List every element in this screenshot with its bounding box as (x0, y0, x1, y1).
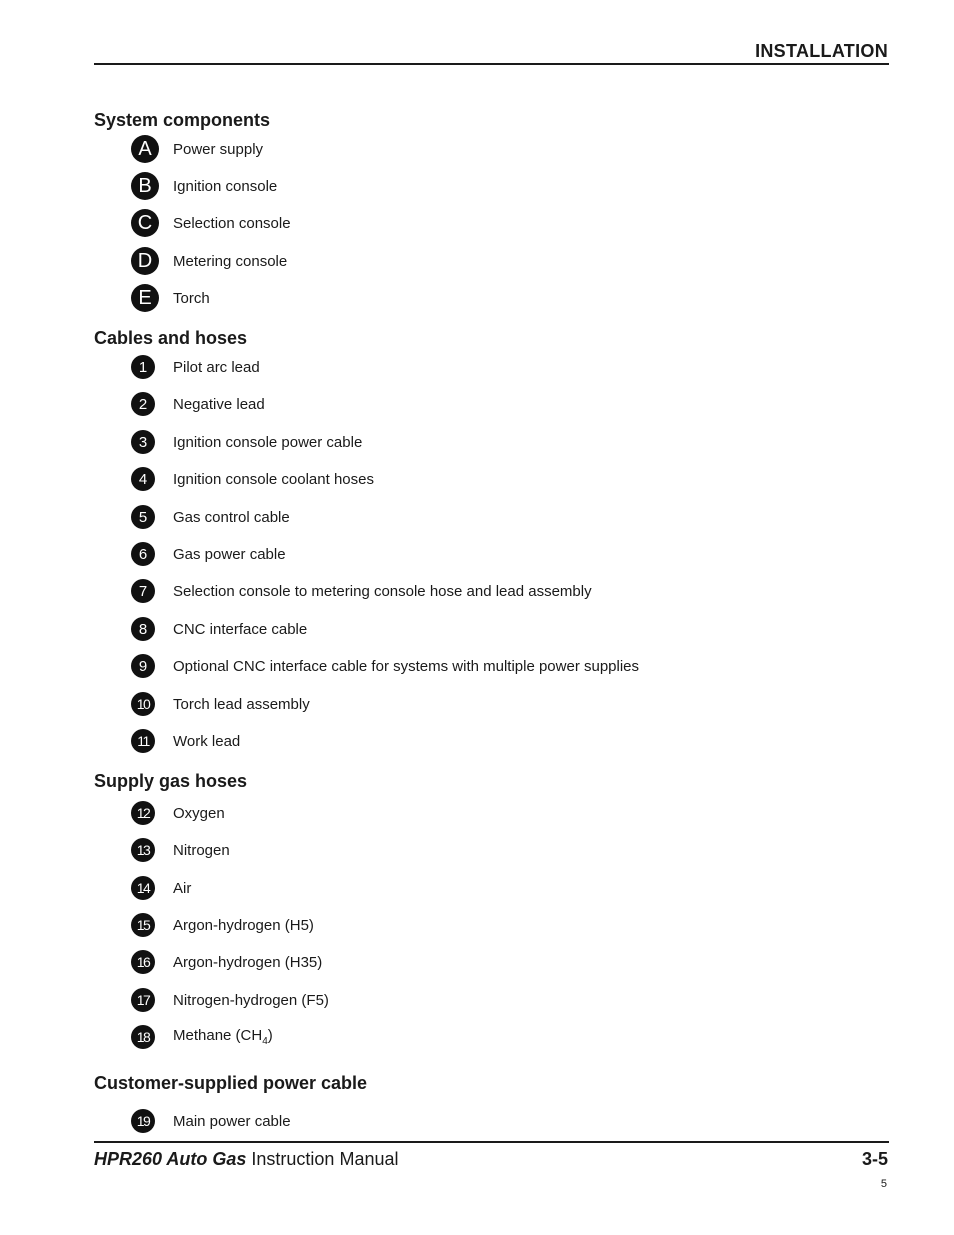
callout-badge-3: 3 (131, 430, 155, 454)
item-label: Metering console (173, 252, 288, 270)
callout-badge-b: B (131, 172, 159, 200)
callout-badge-17: 17 (131, 988, 155, 1012)
item-label-methane (173, 1027, 273, 1047)
list-item (131, 427, 363, 457)
header-rule (94, 63, 889, 65)
list-item (131, 352, 260, 382)
section-heading-cables-and-hoses: Cables and hoses (94, 328, 248, 348)
footer-sheet-number: 5 (880, 1178, 887, 1190)
page-header-title: INSTALLATION (755, 41, 888, 61)
callout-badge-4: 4 (131, 467, 155, 491)
callout-badge-11: 11 (131, 729, 155, 753)
list-item (131, 171, 278, 201)
callout-badge-14: 14 (131, 876, 155, 900)
section-heading-customer-power-cable: Customer-supplied power cable (94, 1073, 368, 1093)
callout-badge-c: C (131, 209, 159, 237)
list-item (131, 208, 291, 238)
item-label: Negative lead (173, 395, 265, 413)
callout-badge-9: 9 (131, 654, 155, 678)
callout-badge-19: 19 (131, 1109, 155, 1133)
list-item (131, 798, 225, 828)
footer-brand: HPR260 Auto Gas (94, 1149, 247, 1169)
list-item (131, 835, 230, 865)
list-item (131, 134, 264, 164)
list-item (131, 873, 192, 903)
item-label: Ignition console coolant hoses (173, 470, 374, 488)
item-label: Main power cable (173, 1112, 291, 1130)
item-label: Work lead (173, 732, 241, 750)
item-label: Gas power cable (173, 545, 286, 563)
item-label: CNC interface cable (173, 620, 308, 638)
item-label: Ignition console power cable (173, 433, 363, 451)
methane-label-end: ) (267, 1027, 273, 1044)
item-label: Air (173, 879, 192, 897)
list-item (131, 689, 310, 719)
list-item (131, 576, 592, 606)
list-item (131, 389, 265, 419)
callout-badge-a: A (131, 135, 159, 163)
list-item (131, 283, 210, 313)
item-label: Selection console (173, 214, 291, 232)
callout-badge-5: 5 (131, 505, 155, 529)
list-item (131, 464, 374, 494)
methane-subscript: 4 (262, 1036, 268, 1047)
callout-badge-d: D (131, 247, 159, 275)
list-item (131, 651, 640, 681)
item-label: Nitrogen-hydrogen (F5) (173, 991, 329, 1009)
item-label: Ignition console (173, 177, 278, 195)
callout-badge-2: 2 (131, 392, 155, 416)
callout-badge-12: 12 (131, 801, 155, 825)
list-item (131, 910, 314, 940)
section-heading-supply-gas-hoses: Supply gas hoses (94, 771, 248, 791)
item-label: Torch lead assembly (173, 695, 310, 713)
item-label: Argon-hydrogen (H5) (173, 916, 314, 934)
list-item (131, 985, 329, 1015)
item-label: Torch (173, 289, 210, 307)
list-item (131, 539, 286, 569)
callout-badge-10: 10 (131, 692, 155, 716)
list-item (131, 246, 288, 276)
methane-label-text: Methane (CH (173, 1027, 263, 1044)
item-label: Nitrogen (173, 841, 230, 859)
section-heading-system-components: System components (94, 110, 271, 130)
callout-badge-13: 13 (131, 838, 155, 862)
callout-badge-15: 15 (131, 913, 155, 937)
list-item (131, 614, 308, 644)
list-item (131, 1022, 273, 1052)
list-item (131, 502, 290, 532)
item-label: Optional CNC interface cable for systems with multiple power supplies (173, 657, 640, 675)
list-item (131, 947, 323, 977)
list-item (131, 726, 241, 756)
item-label: Argon-hydrogen (H35) (173, 953, 323, 971)
footer-page-number: 3-5 (861, 1149, 888, 1169)
item-label: Oxygen (173, 804, 225, 822)
callout-badge-16: 16 (131, 950, 155, 974)
item-label: Pilot arc lead (173, 358, 260, 376)
callout-badge-18: 18 (131, 1025, 155, 1049)
item-label: Power supply (173, 140, 264, 158)
footer-manual: Instruction Manual (251, 1149, 399, 1169)
callout-badge-e: E (131, 284, 159, 312)
footer-rule (94, 1141, 889, 1143)
callout-badge-1: 1 (131, 355, 155, 379)
item-label: Selection console to metering console hose and lead assembly (173, 582, 592, 600)
item-label: Gas control cable (173, 508, 290, 526)
footer-title (94, 1149, 398, 1170)
callout-badge-7: 7 (131, 579, 155, 603)
list-item (131, 1106, 291, 1136)
callout-badge-8: 8 (131, 617, 155, 641)
callout-badge-6: 6 (131, 542, 155, 566)
